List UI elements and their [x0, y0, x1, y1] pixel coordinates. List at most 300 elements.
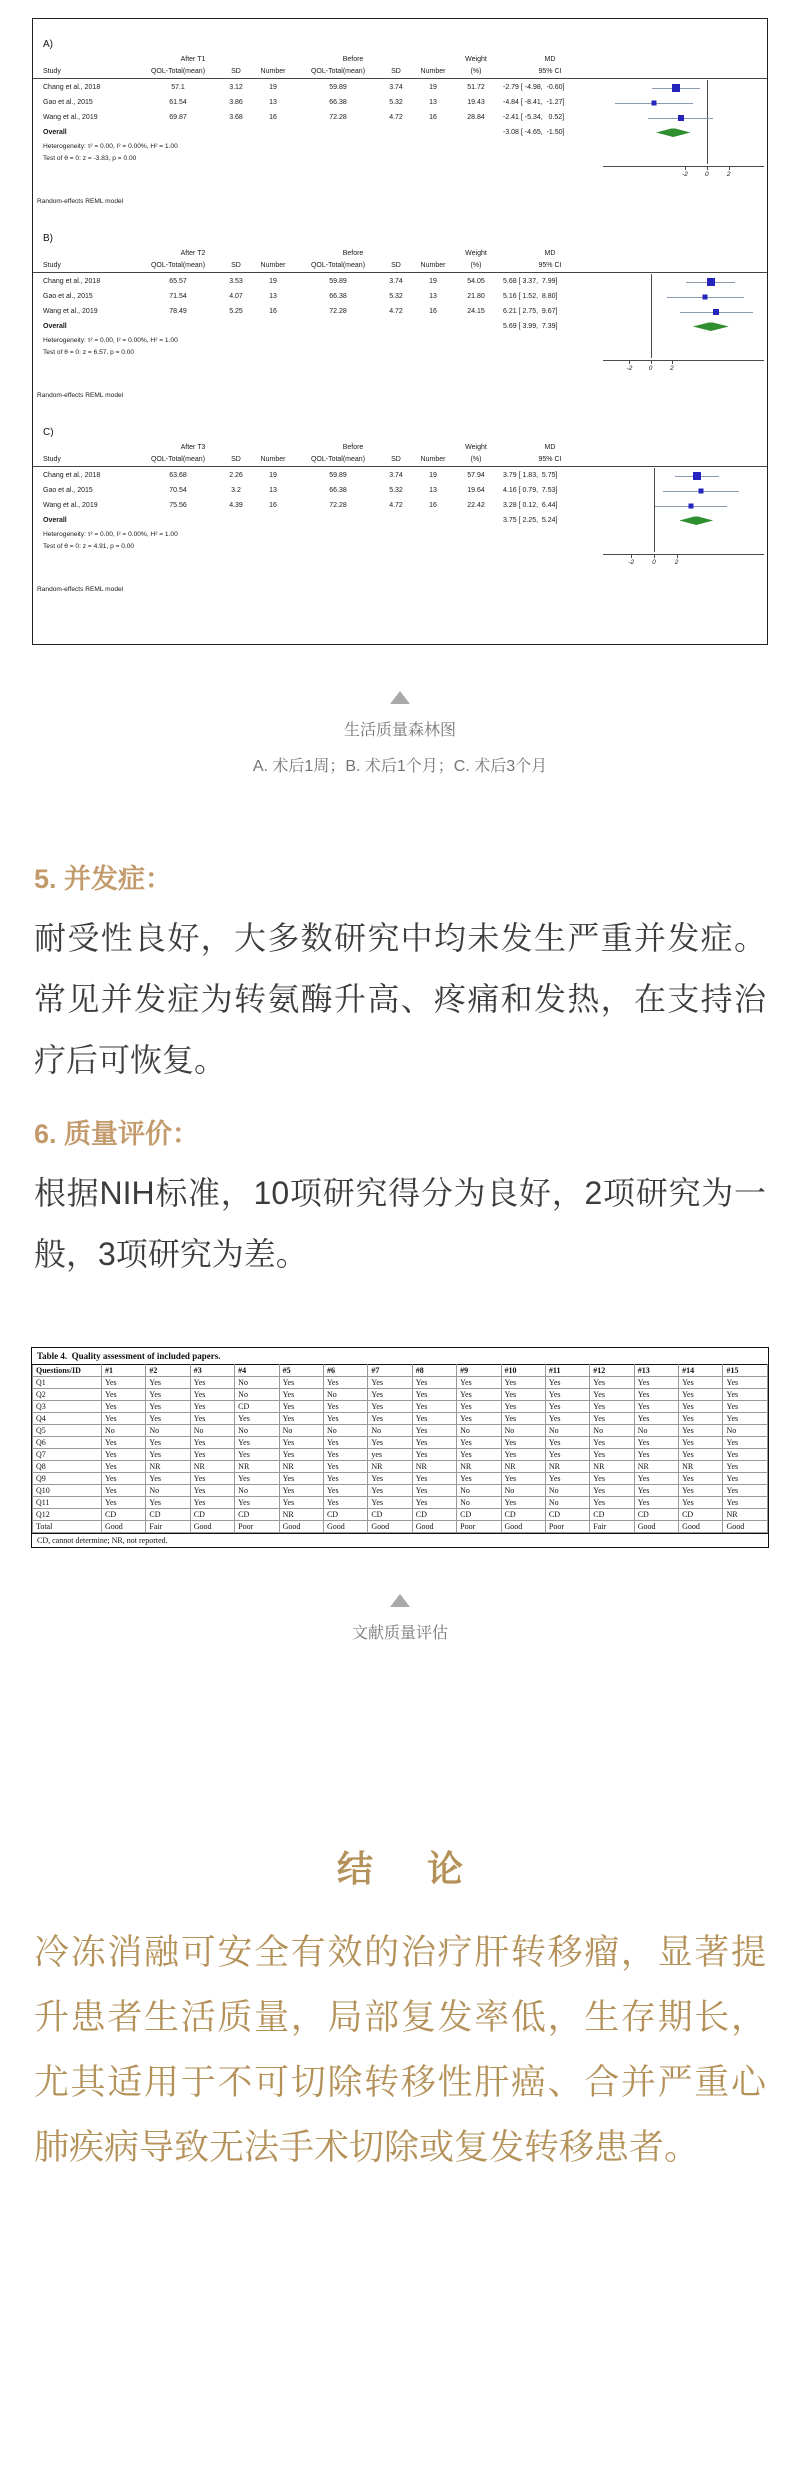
- x-axis-tick-label: 0: [652, 559, 656, 566]
- heterogeneity-note: Heterogeneity: τ² = 0.00, I² = 0.00%, H² = 1.00: [43, 142, 178, 150]
- forest-study-row: [33, 80, 767, 95]
- quality-table-column-header: #7: [368, 1365, 412, 1377]
- qa-value-cell: Yes: [501, 1389, 545, 1401]
- qa-value-cell: Yes: [679, 1473, 723, 1485]
- article-page: [0, 18, 800, 2468]
- value-cell: 69.87: [169, 114, 187, 121]
- value-cell: 66.38: [329, 293, 347, 300]
- value-cell: 4.07: [229, 293, 243, 300]
- qa-value-cell: Yes: [634, 1449, 678, 1461]
- forest-plot-cell: [603, 468, 767, 483]
- qa-value-cell: Yes: [323, 1473, 367, 1485]
- study-name: Gao et al., 2015: [43, 487, 93, 494]
- question-id-cell: Q4: [33, 1413, 102, 1425]
- forest-plot-cell: [603, 513, 767, 528]
- qa-value-cell: Yes: [323, 1401, 367, 1413]
- panel-group-header: [33, 442, 767, 453]
- panel-label: A): [43, 39, 53, 50]
- forest-overall-row: [33, 319, 767, 334]
- qa-value-cell: Yes: [323, 1449, 367, 1461]
- table-caption: 文献质量评估: [351, 1625, 448, 1642]
- qa-value-cell: Yes: [723, 1389, 768, 1401]
- qa-value-cell: Yes: [679, 1437, 723, 1449]
- forest-axis-row: [33, 164, 767, 184]
- qa-value-cell: No: [279, 1425, 323, 1437]
- conclusion-section: [0, 1841, 800, 2180]
- overall-diamond: [679, 516, 713, 525]
- qa-value-cell: No: [501, 1485, 545, 1497]
- value-cell: 3.68: [229, 114, 243, 121]
- qa-value-cell: CD: [412, 1509, 456, 1521]
- qa-value-cell: No: [323, 1425, 367, 1437]
- quality-table-column-header: #9: [457, 1365, 501, 1377]
- value-cell: 66.38: [329, 487, 347, 494]
- study-name: Wang et al., 2019: [43, 308, 98, 315]
- qa-value-cell: Fair: [590, 1521, 634, 1533]
- qa-value-cell: Poor: [235, 1521, 279, 1533]
- question-id-cell: Q3: [33, 1401, 102, 1413]
- weight-group-label: Weight: [465, 250, 487, 257]
- question-id-cell: Q12: [33, 1509, 102, 1521]
- qa-value-cell: Yes: [279, 1473, 323, 1485]
- model-note: Random-effects REML model: [37, 392, 124, 399]
- ci-text-cell: 5.68 [ 3.37, 7.99]: [503, 278, 558, 285]
- qa-value-cell: No: [190, 1425, 234, 1437]
- ci-text-cell: 6.21 [ 2.75, 9.67]: [503, 308, 558, 315]
- quality-table-row: [33, 1473, 768, 1485]
- qa-value-cell: Yes: [545, 1377, 589, 1389]
- x-axis-tick: [651, 360, 652, 364]
- x-axis-line: [603, 360, 764, 361]
- column-header: SD: [391, 67, 401, 75]
- qa-value-cell: Yes: [545, 1413, 589, 1425]
- forest-plot-cell: [603, 289, 767, 304]
- section-6-heading: 6. 质量评价：: [34, 1119, 200, 1149]
- qa-value-cell: Yes: [146, 1449, 190, 1461]
- qa-value-cell: Yes: [723, 1449, 768, 1461]
- quality-table-column-header: #1: [102, 1365, 146, 1377]
- value-cell: 13: [269, 293, 277, 300]
- column-header: Number: [260, 261, 286, 269]
- qa-value-cell: Yes: [634, 1473, 678, 1485]
- forest-study-row: [33, 468, 767, 483]
- qa-value-cell: Yes: [102, 1473, 146, 1485]
- qa-value-cell: CD: [501, 1509, 545, 1521]
- qa-value-cell: Yes: [102, 1485, 146, 1497]
- column-header: Number: [420, 455, 446, 463]
- x-axis-tick-label: -2: [626, 365, 633, 372]
- conclusion-title: 结 论: [336, 1848, 485, 1889]
- quality-table-column-header: #2: [146, 1365, 190, 1377]
- qa-value-cell: Yes: [279, 1377, 323, 1389]
- quality-table-column-header: Questions/ID: [33, 1365, 102, 1377]
- x-axis-line: [603, 554, 764, 555]
- qa-value-cell: No: [146, 1425, 190, 1437]
- qa-value-cell: Yes: [323, 1461, 367, 1473]
- x-axis-tick: [654, 554, 655, 558]
- zero-reference-line: [707, 80, 708, 95]
- qa-value-cell: Yes: [679, 1485, 723, 1497]
- qa-value-cell: Yes: [501, 1377, 545, 1389]
- study-name: Chang et al., 2018: [43, 84, 101, 91]
- qa-value-cell: Yes: [634, 1413, 678, 1425]
- qa-value-cell: NR: [235, 1461, 279, 1473]
- qa-value-cell: Yes: [102, 1389, 146, 1401]
- qa-value-cell: Good: [634, 1521, 678, 1533]
- qa-value-cell: CD: [545, 1509, 589, 1521]
- value-cell: 2.26: [229, 472, 243, 479]
- qa-value-cell: No: [457, 1497, 501, 1509]
- forest-overall-row: [33, 125, 767, 140]
- qa-value-cell: No: [235, 1425, 279, 1437]
- qa-value-cell: Yes: [679, 1497, 723, 1509]
- forest-plot-cell: [603, 319, 767, 334]
- value-cell: 4.72: [389, 502, 403, 509]
- after-group-label: After T3: [180, 444, 206, 451]
- forest-study-row: [33, 95, 767, 110]
- qa-value-cell: NR: [457, 1461, 501, 1473]
- panel-column-header: [33, 259, 767, 271]
- value-cell: 19: [269, 472, 277, 479]
- value-cell: 59.89: [329, 84, 347, 91]
- forest-plot-cell: [603, 140, 767, 152]
- qa-value-cell: Yes: [235, 1497, 279, 1509]
- forest-plot-cell: [603, 540, 767, 552]
- weight-group-label: Weight: [465, 56, 487, 63]
- qa-value-cell: NR: [368, 1461, 412, 1473]
- qa-value-cell: Yes: [545, 1389, 589, 1401]
- forest-study-row: [33, 274, 767, 289]
- value-cell: 19: [429, 278, 437, 285]
- value-cell: 21.80: [467, 293, 485, 300]
- forest-study-row: [33, 498, 767, 513]
- question-id-cell: Q11: [33, 1497, 102, 1509]
- header-rule: [33, 78, 767, 79]
- qa-value-cell: Yes: [634, 1389, 678, 1401]
- quality-assessment-table: [31, 1347, 769, 1548]
- forest-note-row: [33, 334, 767, 346]
- zero-reference-line: [707, 140, 708, 152]
- qa-value-cell: Yes: [412, 1449, 456, 1461]
- qa-value-cell: Yes: [102, 1413, 146, 1425]
- x-axis-tick: [729, 166, 730, 170]
- md-group-label: MD: [544, 56, 556, 63]
- zero-reference-line: [707, 95, 708, 110]
- value-cell: 16: [429, 114, 437, 121]
- value-cell: 3.86: [229, 99, 243, 106]
- value-cell: 54.05: [467, 278, 485, 285]
- value-cell: 19.43: [467, 99, 485, 106]
- qa-value-cell: Good: [102, 1521, 146, 1533]
- value-cell: 19: [269, 84, 277, 91]
- ci-text-cell: 4.16 [ 0.79, 7.53]: [503, 487, 558, 494]
- forest-plot-cell: [603, 304, 767, 319]
- qa-value-cell: Yes: [679, 1401, 723, 1413]
- column-header: QOL-Total(mean): [310, 67, 366, 75]
- zero-reference-line: [654, 528, 655, 540]
- qa-value-cell: Good: [501, 1521, 545, 1533]
- qa-value-cell: CD: [102, 1509, 146, 1521]
- zero-reference-line: [651, 346, 652, 358]
- effect-square: [678, 115, 684, 121]
- forest-plot-cell: [603, 552, 767, 572]
- forest-plot-cell: [603, 346, 767, 358]
- column-header: SD: [391, 455, 401, 463]
- quality-table-row: [33, 1425, 768, 1437]
- ci-text-cell: 3.79 [ 1.83, 5.75]: [503, 472, 558, 479]
- qa-value-cell: Yes: [634, 1497, 678, 1509]
- quality-table-column-header: #3: [190, 1365, 234, 1377]
- qa-value-cell: Yes: [279, 1389, 323, 1401]
- column-header: QOL-Total(mean): [150, 455, 206, 463]
- qa-value-cell: No: [146, 1485, 190, 1497]
- x-axis-tick-label: 2: [674, 559, 679, 566]
- value-cell: 4.72: [389, 308, 403, 315]
- forest-panel-A: [33, 39, 767, 205]
- value-cell: 16: [429, 502, 437, 509]
- qa-value-cell: Yes: [590, 1497, 634, 1509]
- ci-text-cell: 5.16 [ 1.52, 8.80]: [503, 293, 558, 300]
- qa-value-cell: Yes: [146, 1473, 190, 1485]
- section-5-heading: 5. 并发症：: [34, 864, 173, 894]
- qa-value-cell: Yes: [457, 1437, 501, 1449]
- before-group-label: Before: [342, 250, 364, 257]
- column-header: (%): [470, 67, 482, 75]
- qa-value-cell: Yes: [102, 1497, 146, 1509]
- forest-study-row: [33, 110, 767, 125]
- qa-value-cell: No: [634, 1425, 678, 1437]
- overall-label: Overall: [43, 517, 67, 524]
- quality-table-column-header: #5: [279, 1365, 323, 1377]
- question-id-cell: Q8: [33, 1461, 102, 1473]
- quality-table-row: [33, 1509, 768, 1521]
- x-axis-tick-label: 2: [726, 171, 731, 178]
- forest-study-row: [33, 289, 767, 304]
- forest-note-row: [33, 528, 767, 540]
- qa-value-cell: CD: [368, 1509, 412, 1521]
- question-id-cell: Q2: [33, 1389, 102, 1401]
- qa-value-cell: Yes: [679, 1389, 723, 1401]
- forest-study-row: [33, 304, 767, 319]
- qa-value-cell: Yes: [412, 1485, 456, 1497]
- value-cell: 59.89: [329, 278, 347, 285]
- column-header: 95% CI: [538, 261, 562, 269]
- forest-plot-figure: [32, 18, 768, 645]
- qa-value-cell: Yes: [323, 1413, 367, 1425]
- panel-group-header: [33, 54, 767, 65]
- x-axis-tick: [672, 360, 673, 364]
- forest-plot-cell: [603, 358, 767, 378]
- value-cell: 19: [429, 472, 437, 479]
- qa-value-cell: Good: [412, 1521, 456, 1533]
- model-note: Random-effects REML model: [37, 198, 124, 205]
- effect-square: [651, 100, 656, 105]
- qa-value-cell: Yes: [545, 1449, 589, 1461]
- quality-table-footnote: CD, cannot determine; NR, not reported.: [32, 1533, 768, 1547]
- qa-value-cell: Yes: [323, 1485, 367, 1497]
- qa-value-cell: Yes: [590, 1401, 634, 1413]
- qa-value-cell: Yes: [368, 1413, 412, 1425]
- panel-column-header: [33, 65, 767, 77]
- figure-caption-title: 生活质量森林图: [343, 722, 456, 739]
- qa-value-cell: Yes: [545, 1401, 589, 1413]
- qa-value-cell: Yes: [368, 1389, 412, 1401]
- column-header: 95% CI: [538, 67, 562, 75]
- qa-value-cell: Yes: [190, 1437, 234, 1449]
- value-cell: 4.39: [229, 502, 243, 509]
- qa-value-cell: Yes: [190, 1449, 234, 1461]
- qa-value-cell: Yes: [368, 1497, 412, 1509]
- qa-value-cell: Yes: [457, 1473, 501, 1485]
- value-cell: 5.32: [389, 487, 403, 494]
- qa-value-cell: Yes: [457, 1413, 501, 1425]
- effect-square: [707, 278, 715, 286]
- qa-value-cell: CD: [590, 1509, 634, 1521]
- test-note: Test of θ = 0: z = -3.83, p = 0.00: [43, 154, 137, 162]
- value-cell: 3.74: [389, 278, 403, 285]
- qa-value-cell: NR: [501, 1461, 545, 1473]
- column-header: QOL-Total(mean): [150, 67, 206, 75]
- qa-value-cell: Yes: [146, 1377, 190, 1389]
- qa-value-cell: NR: [545, 1461, 589, 1473]
- model-note: Random-effects REML model: [37, 586, 124, 593]
- qa-value-cell: NR: [723, 1509, 768, 1521]
- forest-plot-cell: [603, 164, 767, 184]
- quality-table-column-header: #4: [235, 1365, 279, 1377]
- qa-value-cell: Yes: [457, 1389, 501, 1401]
- qa-value-cell: Yes: [501, 1437, 545, 1449]
- x-axis-tick: [631, 554, 632, 558]
- qa-value-cell: No: [545, 1485, 589, 1497]
- quality-table-row: [33, 1485, 768, 1497]
- x-axis-tick-label: -2: [628, 559, 635, 566]
- qa-value-cell: Yes: [368, 1473, 412, 1485]
- qa-value-cell: Good: [679, 1521, 723, 1533]
- forest-plot-cell: [603, 483, 767, 498]
- qa-value-cell: Yes: [679, 1377, 723, 1389]
- forest-plot-cell: [603, 110, 767, 125]
- column-header: QOL-Total(mean): [310, 455, 366, 463]
- qa-value-cell: Yes: [279, 1449, 323, 1461]
- qa-value-cell: Yes: [501, 1413, 545, 1425]
- value-cell: 19: [269, 278, 277, 285]
- qa-value-cell: Yes: [279, 1437, 323, 1449]
- qa-value-cell: Yes: [501, 1473, 545, 1485]
- qa-value-cell: No: [235, 1389, 279, 1401]
- qa-value-cell: Yes: [679, 1413, 723, 1425]
- qa-value-cell: Yes: [146, 1401, 190, 1413]
- value-cell: 5.32: [389, 293, 403, 300]
- question-id-cell: Total: [33, 1521, 102, 1533]
- qa-value-cell: NR: [279, 1509, 323, 1521]
- qa-value-cell: Yes: [723, 1485, 768, 1497]
- qa-value-cell: Yes: [102, 1401, 146, 1413]
- qa-value-cell: Yes: [368, 1485, 412, 1497]
- value-cell: 13: [429, 487, 437, 494]
- quality-table-row: [33, 1401, 768, 1413]
- quality-table-column-header: #14: [679, 1365, 723, 1377]
- overall-diamond: [693, 322, 729, 331]
- value-cell: 13: [269, 487, 277, 494]
- value-cell: 57.1: [171, 84, 185, 91]
- qa-value-cell: Good: [279, 1521, 323, 1533]
- study-name: Gao et al., 2015: [43, 293, 93, 300]
- qa-value-cell: Poor: [545, 1521, 589, 1533]
- question-id-cell: Q5: [33, 1425, 102, 1437]
- forest-axis-row: [33, 552, 767, 572]
- quality-table-row: [33, 1497, 768, 1509]
- qa-value-cell: Yes: [590, 1413, 634, 1425]
- question-id-cell: Q6: [33, 1437, 102, 1449]
- study-name: Chang et al., 2018: [43, 278, 101, 285]
- overall-diamond: [656, 128, 690, 137]
- qa-value-cell: CD: [323, 1509, 367, 1521]
- figure-indicator-triangle-icon: [390, 691, 410, 704]
- qa-value-cell: Yes: [190, 1485, 234, 1497]
- qa-value-cell: Yes: [323, 1437, 367, 1449]
- quality-table-title: Table 4. Quality assessment of included papers.: [37, 1351, 221, 1361]
- value-cell: 5.25: [229, 308, 243, 315]
- qa-value-cell: Yes: [146, 1497, 190, 1509]
- zero-reference-line: [651, 304, 652, 319]
- qa-value-cell: Yes: [723, 1437, 768, 1449]
- effect-square: [688, 503, 693, 508]
- value-cell: 70.54: [169, 487, 187, 494]
- qa-value-cell: Yes: [723, 1377, 768, 1389]
- value-cell: 78.49: [169, 308, 187, 315]
- qa-value-cell: Yes: [190, 1377, 234, 1389]
- qa-value-cell: Yes: [368, 1437, 412, 1449]
- qa-value-cell: Yes: [190, 1413, 234, 1425]
- qa-value-cell: Yes: [723, 1401, 768, 1413]
- column-header: SD: [231, 261, 241, 269]
- qa-value-cell: NR: [279, 1461, 323, 1473]
- qa-value-cell: Yes: [723, 1473, 768, 1485]
- section-5-body: 耐受性良好，大多数研究中均未发生严重并发症。常见并发症为转氨酶升高、疼痛和发热，在支持治疗后可恢复。: [34, 920, 766, 1078]
- quality-table-row: [33, 1449, 768, 1461]
- qa-value-cell: Yes: [412, 1497, 456, 1509]
- column-header: SD: [231, 67, 241, 75]
- qa-value-cell: Yes: [457, 1401, 501, 1413]
- qa-value-cell: Yes: [146, 1389, 190, 1401]
- study-name: Wang et al., 2019: [43, 502, 98, 509]
- value-cell: 16: [269, 502, 277, 509]
- value-cell: 65.57: [169, 278, 187, 285]
- zero-reference-line: [654, 483, 655, 498]
- qa-value-cell: Yes: [457, 1377, 501, 1389]
- study-name: Gao et al., 2015: [43, 99, 93, 106]
- value-cell: 72.28: [329, 502, 347, 509]
- zero-reference-line: [707, 125, 708, 140]
- before-group-label: Before: [342, 56, 364, 63]
- value-cell: 51.72: [467, 84, 485, 91]
- qa-value-cell: NR: [679, 1461, 723, 1473]
- qa-value-cell: Yes: [102, 1437, 146, 1449]
- value-cell: 3.74: [389, 472, 403, 479]
- qa-value-cell: NR: [412, 1461, 456, 1473]
- forest-plot-cell: [603, 274, 767, 289]
- qa-value-cell: Yes: [102, 1461, 146, 1473]
- forest-note-row: [33, 140, 767, 152]
- qa-value-cell: NR: [634, 1461, 678, 1473]
- qa-value-cell: Yes: [190, 1473, 234, 1485]
- overall-ci-text: 3.75 [ 2.25, 5.24]: [503, 517, 558, 524]
- value-cell: 16: [269, 308, 277, 315]
- qa-value-cell: Yes: [679, 1449, 723, 1461]
- article-body: [0, 862, 800, 1285]
- quality-table-column-header: #10: [501, 1365, 545, 1377]
- x-axis-line: [603, 166, 764, 167]
